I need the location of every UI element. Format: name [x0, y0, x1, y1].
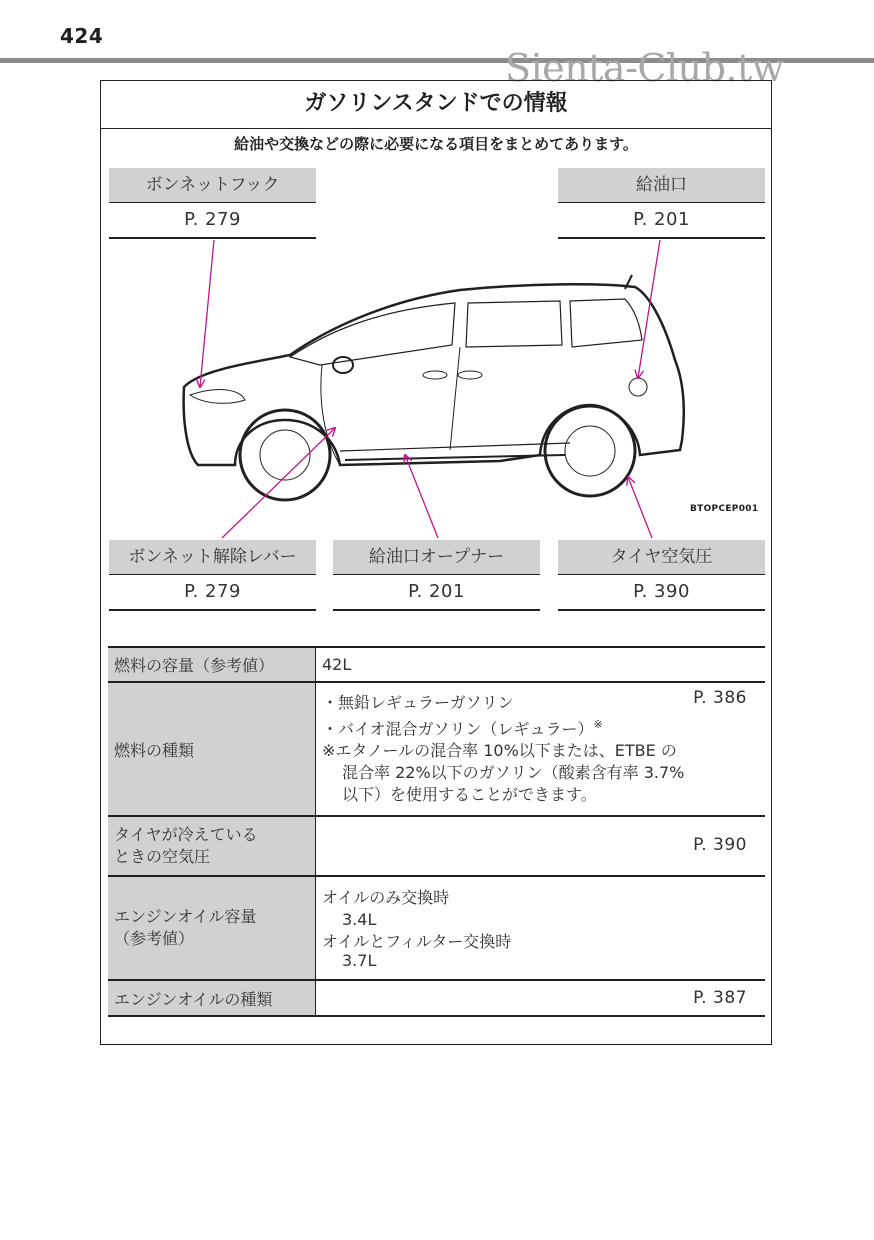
table-row-engine-oil-type	[108, 980, 765, 1016]
callout-hood-hook	[109, 168, 316, 239]
oil-value: 3.4L	[342, 910, 377, 929]
callout-tire-pressure	[558, 540, 765, 611]
callout-label: ボンネット解除レバー	[109, 540, 316, 575]
fuel-note-line: 混合率 22%以下のガソリン（酸素含有率 3.7%	[342, 763, 685, 783]
row-value	[316, 980, 766, 1016]
car-side-diagram	[170, 265, 710, 515]
callout-fuel-door-opener	[333, 540, 540, 611]
page-reference-link[interactable]: P. 390	[693, 835, 747, 855]
row-key-line: （参考値）	[114, 929, 195, 948]
watermark: Sienta-Club.tw	[505, 46, 784, 90]
row-key-line: エンジンオイル容量	[114, 907, 257, 926]
page-reference-link[interactable]: P. 201	[333, 575, 540, 611]
page-reference-link[interactable]: P. 386	[693, 688, 747, 708]
fuel-type-line: ・バイオ混合ガソリン（レギュラー）	[322, 719, 594, 739]
spec-table	[108, 646, 765, 1017]
page-reference-link[interactable]: P. 279	[109, 575, 316, 611]
row-key	[108, 876, 316, 980]
row-key-line: タイヤが冷えている	[114, 825, 258, 844]
fuel-note-line: ※エタノールの混合率 10%以下または、ETBE の	[322, 741, 677, 761]
page-number: 424	[60, 24, 104, 48]
page-reference-link[interactable]: P. 279	[109, 203, 316, 239]
oil-line: オイルのみ交換時	[322, 888, 450, 907]
callout-label: 給油口	[558, 168, 765, 203]
section-subtitle: 給油や交換などの際に必要になる項目をまとめてあります。	[234, 135, 638, 153]
page-reference-link[interactable]: P. 201	[558, 203, 765, 239]
table-row-fuel-capacity	[108, 647, 765, 682]
table-row-engine-oil-capacity	[108, 876, 765, 980]
table-row-cold-tire-pressure	[108, 816, 765, 876]
row-key	[108, 816, 316, 876]
footnote-mark: ※	[593, 717, 603, 731]
row-value: 42L	[316, 647, 766, 682]
oil-value: 3.7L	[342, 951, 377, 970]
callout-label: タイヤ空気圧	[558, 540, 765, 575]
page-reference-link[interactable]: P. 387	[693, 988, 747, 1008]
row-value	[316, 816, 766, 876]
callout-label: 給油口オープナー	[333, 540, 540, 575]
callout-label: ボンネットフック	[109, 168, 316, 203]
section-title: ガソリンスタンドでの情報	[101, 81, 771, 129]
page-reference-link[interactable]: P. 390	[558, 575, 765, 611]
fuel-type-line: ・無鉛レギュラーガソリン	[322, 692, 514, 712]
diagram-code: BTOPCEP001	[690, 504, 759, 514]
row-key: 燃料の容量（参考値）	[108, 647, 316, 682]
callout-fuel-filler-door	[558, 168, 765, 239]
oil-line: オイルとフィルター交換時	[322, 932, 512, 951]
table-row-fuel-type	[108, 682, 765, 816]
row-key: 燃料の種類	[108, 682, 316, 816]
callout-hood-release-lever	[109, 540, 316, 611]
row-value	[316, 876, 766, 980]
row-key: エンジンオイルの種類	[108, 980, 316, 1016]
fuel-note-line: 以下）を使用することができます。	[342, 785, 597, 805]
row-value	[316, 682, 766, 816]
row-key-line: ときの空気圧	[114, 847, 211, 866]
